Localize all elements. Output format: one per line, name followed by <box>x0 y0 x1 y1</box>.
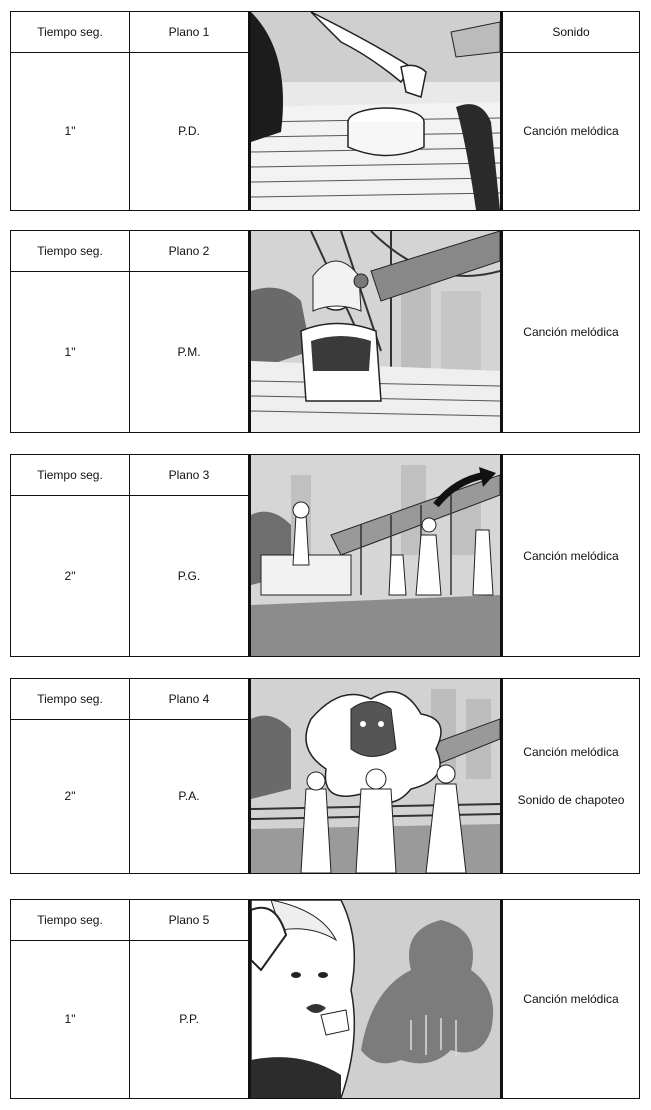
sound-line: Canción melódica <box>523 124 619 138</box>
plano-label: Plano 2 <box>168 244 210 258</box>
time-value: 1" <box>64 1012 76 1026</box>
shot-type: P.M. <box>177 344 201 359</box>
sound-line: Canción melódica <box>523 992 619 1006</box>
storyboard-panel-3 <box>248 455 503 656</box>
sound-line: Canción melódica <box>523 745 619 759</box>
time-value: 1" <box>64 344 76 359</box>
sound-line: Canción melódica <box>523 324 619 339</box>
sound-cell <box>503 455 639 656</box>
hand-sugar-can-illustration <box>251 12 500 210</box>
plano-label: Plano 5 <box>168 913 210 927</box>
storyboard-row-3 <box>10 454 640 657</box>
time-header: Tiempo seg. <box>37 25 103 39</box>
shot-type: P.D. <box>178 124 200 138</box>
storyboard-panel-5 <box>248 900 503 1098</box>
shot-type: P.P. <box>179 1012 199 1026</box>
plano-label: Plano 3 <box>168 468 210 482</box>
storyboard-row-4 <box>10 678 640 874</box>
time-value: 1" <box>64 124 76 138</box>
sound-cell <box>503 231 639 432</box>
time-header: Tiempo seg. <box>37 692 103 706</box>
shot-type: P.A. <box>178 789 200 803</box>
sound-header: Sonido <box>552 25 590 39</box>
plano-label: Plano 4 <box>168 692 210 706</box>
plano-label: Plano 1 <box>168 25 210 39</box>
sound-line: Sonido de chapoteo <box>517 793 625 807</box>
storyboard-row-2 <box>10 230 640 433</box>
time-value: 2" <box>64 568 76 583</box>
storyboard-panel-4 <box>248 679 503 873</box>
sound-line: Canción melódica <box>523 548 619 563</box>
sound-cell <box>503 900 639 1098</box>
time-value: 2" <box>64 789 76 803</box>
time-header: Tiempo seg. <box>37 913 103 927</box>
time-header: Tiempo seg. <box>37 468 103 482</box>
monster-splash-illustration <box>251 679 500 873</box>
woman-dinosaur-illustration <box>251 900 500 1098</box>
people-walking-illustration <box>251 455 500 656</box>
sound-cell <box>503 679 639 873</box>
storyboard-panel-1 <box>248 12 503 210</box>
woman-on-bench-illustration <box>251 231 500 432</box>
shot-type: P.G. <box>177 568 201 583</box>
sound-cell <box>503 52 639 210</box>
time-header: Tiempo seg. <box>37 244 103 258</box>
storyboard-row-1 <box>10 11 640 211</box>
storyboard-row-5 <box>10 899 640 1099</box>
storyboard-panel-2 <box>248 231 503 432</box>
